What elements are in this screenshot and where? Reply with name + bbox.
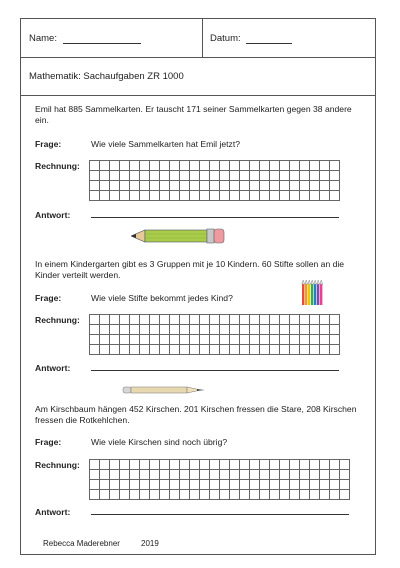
colored-pencils-icon [301,280,323,306]
date-field [210,33,292,44]
task-3-answer-line[interactable] [91,514,349,515]
task-1-text: Emil hat 885 Sammelkarten. Er tauscht 171 seiner Sammelkarten gegen 38 andere ein. [35,104,352,125]
task-3-question: Wie viele Kirschen sind noch übrig? [91,437,228,447]
task-2-question: Wie viele Stifte bekommt jedes Kind? [91,293,233,303]
task-3-answer-label: Antwort: [35,507,71,517]
task-1-answer-line[interactable] [91,217,339,218]
task-3-text: Am Kirschbaum hängen 452 Kirschen. 201 Kirschen fressen die Stare, 208 Kirschen fressen die Rotkehlchen. [35,404,357,425]
task-2-answer-line[interactable] [91,370,339,371]
task-2-answer-label: Antwort: [35,363,71,373]
header-row-title [21,58,375,96]
name-label: Name: [29,33,57,44]
task-1-question: Wie viele Sammelkarten hat Emil jetzt? [91,139,241,149]
header-row-name-date [21,19,375,58]
green-pencil-icon [131,225,227,247]
header-divider [202,19,203,58]
task-1-calc-label: Rechnung: [35,161,80,171]
task-2-question-label: Frage: [35,293,62,303]
name-blank[interactable] [63,43,141,44]
task-3-calc-grid[interactable] [89,459,350,500]
task-1-answer-label: Antwort: [35,210,71,220]
task-2-calc-label: Rechnung: [35,315,80,325]
worksheet [20,18,376,555]
task-2-text: In einem Kindergarten gibt es 3 Gruppen mit je 10 Kindern. 60 Stifte sollen an die Kinder verteilt werden. [35,259,345,280]
task-3-question-label: Frage: [35,437,62,447]
name-field [29,33,141,44]
task-1-question-label: Frage: [35,139,62,149]
task-3-calc-label: Rechnung: [35,460,80,470]
task-1-calc-grid[interactable] [89,160,340,201]
footer-author: Rebecca Maderebner [43,539,120,548]
worksheet-title: Mathematik: Sachaufgaben ZR 1000 [29,71,184,82]
wooden-pencil-icon [121,384,207,396]
date-label: Datum: [210,33,241,44]
date-blank[interactable] [246,43,292,44]
footer-year: 2019 [141,539,159,548]
task-2-calc-grid[interactable] [89,314,340,355]
